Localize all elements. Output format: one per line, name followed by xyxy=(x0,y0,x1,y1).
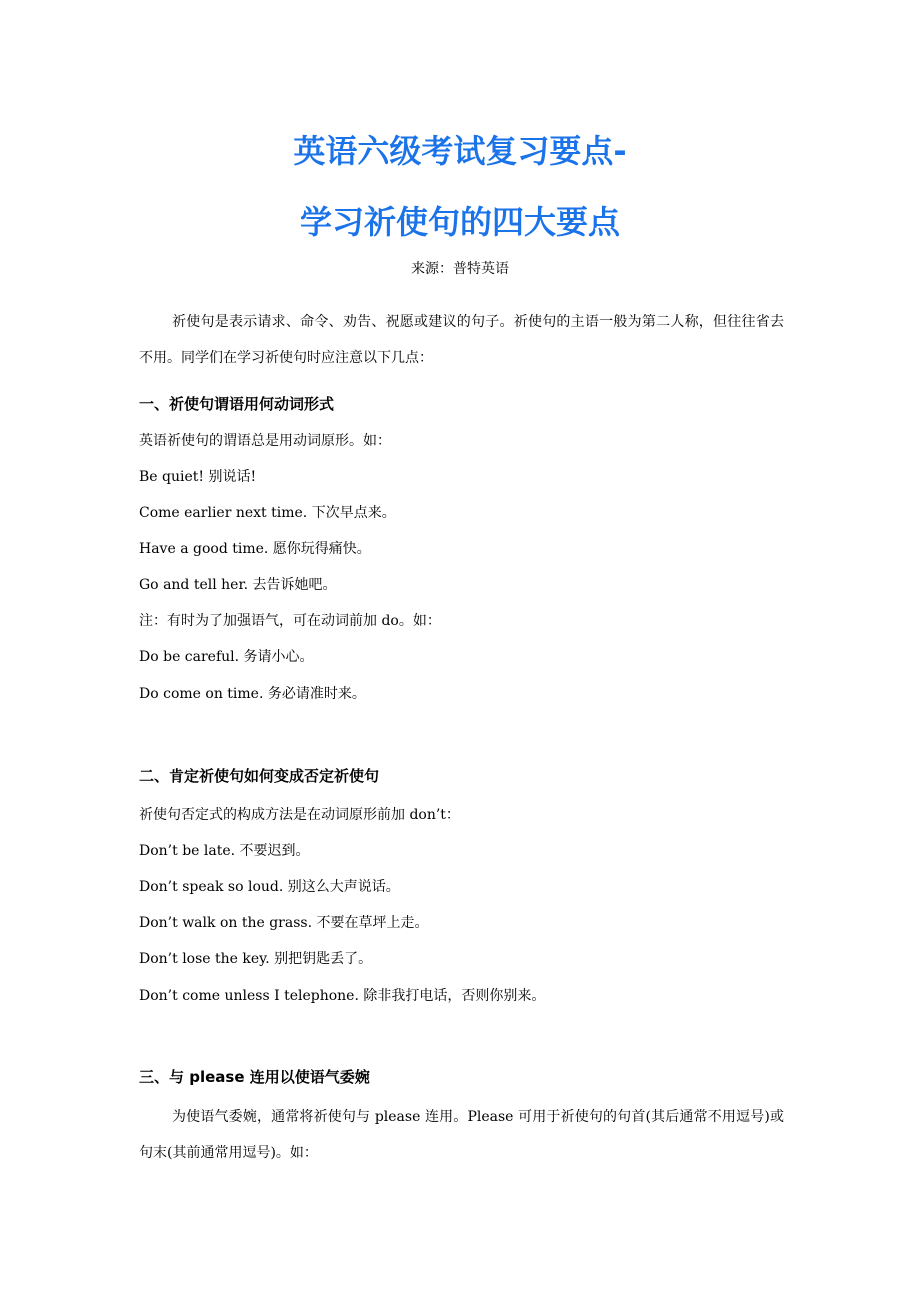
section-2-line: 祈使句否定式的构成方法是在动词原形前加 don’t： xyxy=(139,807,460,823)
intro-paragraph: 祈使句是表示请求、命令、劝告、祝愿或建议的句子。祈使句的主语一般为第二人称，但往往省去不用。同学们在学习祈使句时应注意以下几点： xyxy=(139,314,784,366)
section-1-line: Do be careful. 务请小心。 xyxy=(139,649,314,665)
section-3-heading: 三、与 please 连用以使语气委婉 xyxy=(139,1068,370,1086)
section-1-line: Come earlier next time. 下次早点来。 xyxy=(139,505,396,521)
document-title-line-2: 学习祈使句的四大要点 xyxy=(299,203,620,241)
section-3-paragraph: 为使语气委婉，通常将祈使句与 please 连用。Please 可用于祈使句的句首(其后通常不用逗号)或句末(其前通常用逗号)。如： xyxy=(139,1109,784,1161)
section-2-line: Don’t walk on the grass. 不要在草坪上走。 xyxy=(139,915,429,931)
section-1-line: Do come on time. 务必请准时来。 xyxy=(139,686,366,702)
section-1-line: Go and tell her. 去告诉她吧。 xyxy=(139,577,337,593)
section-2-line: Don’t speak so loud. 别这么大声说话。 xyxy=(139,879,400,895)
section-1-line: 注：有时为了加强语气，可在动词前加 do。如： xyxy=(139,613,441,629)
section-2-line: Don’t be late. 不要迟到。 xyxy=(139,843,310,859)
section-1-line: Be quiet! 别说话! xyxy=(139,469,257,485)
section-1-heading: 一、祈使句谓语用何动词形式 xyxy=(139,395,335,413)
section-2-heading: 二、肯定祈使句如何变成否定祈使句 xyxy=(139,767,380,785)
source-line: 来源：普特英语 xyxy=(411,261,509,277)
document-title-line-1: 英语六级考试复习要点- xyxy=(293,132,627,170)
section-1-line: 英语祈使句的谓语总是用动词原形。如： xyxy=(139,433,391,449)
section-1-line: Have a good time. 愿你玩得痛快。 xyxy=(139,541,371,557)
section-2-line: Don’t come unless I telephone. 除非我打电话，否则你别来。 xyxy=(139,988,546,1004)
section-2-line: Don’t lose the key. 别把钥匙丢了。 xyxy=(139,951,373,967)
